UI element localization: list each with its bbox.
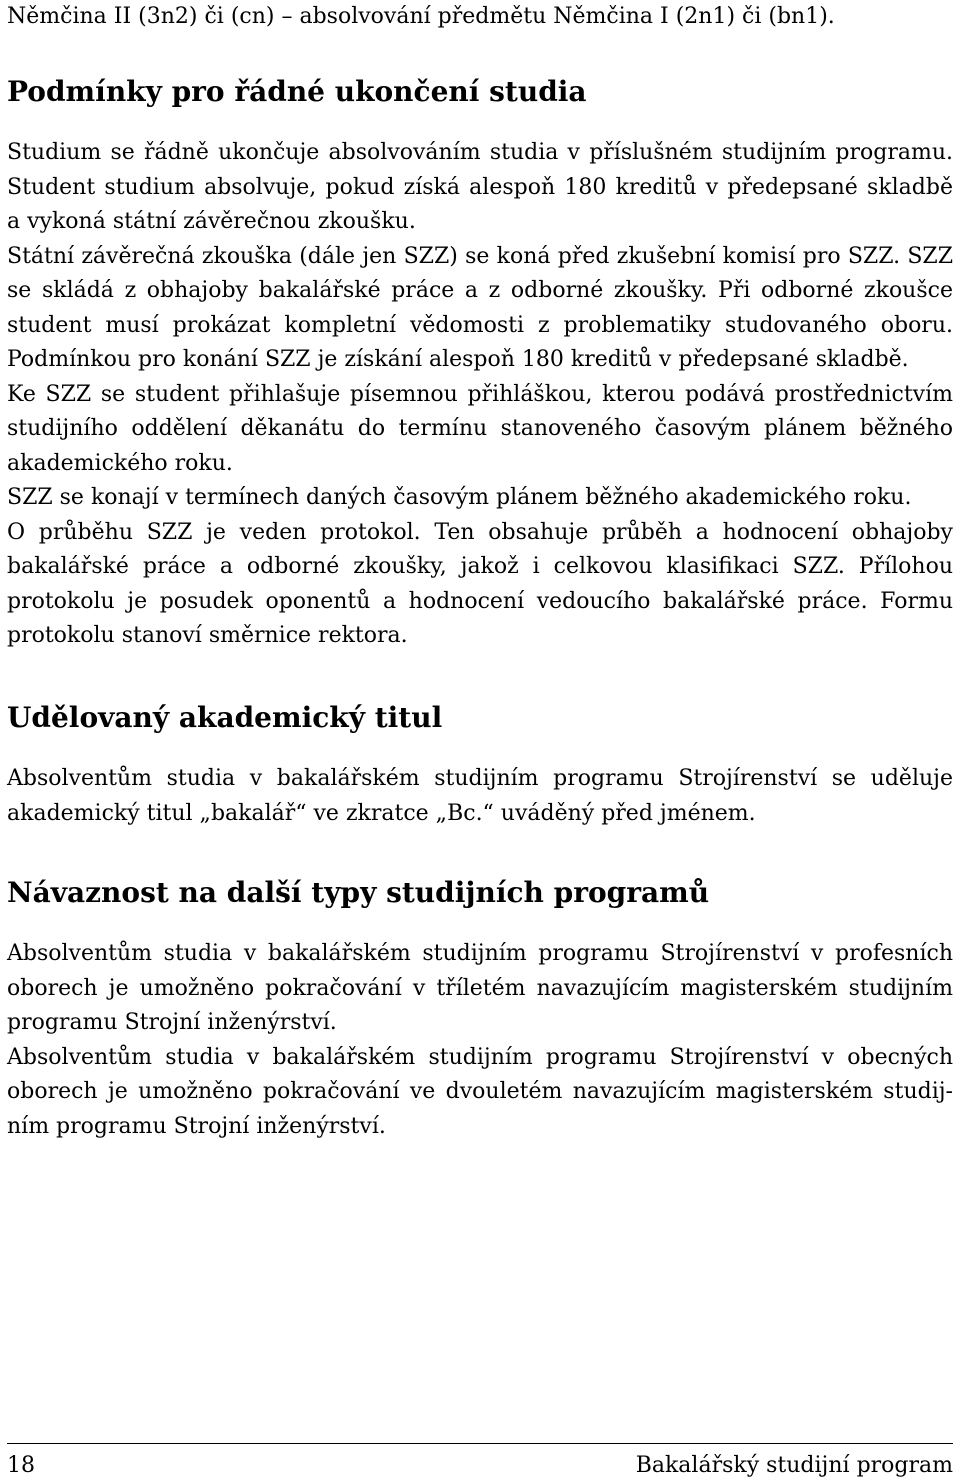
paragraph-line: protokolu stanoví směrnice rektora. [7, 623, 408, 648]
paragraph-line: programu Strojní inženýrství. [7, 1010, 337, 1035]
section-completion [7, 72, 953, 654]
section-body-continuation [7, 937, 953, 1144]
paragraph-line: oborech je umožněno pokračování v tříletém navazujícím magisterském studijním [7, 975, 953, 1001]
paragraph-line: Absolventům studia v bakalářském studijním programu Strojírenství v profesních [7, 941, 953, 966]
document-page [7, 0, 953, 1481]
paragraph-line: akademický titul „bakalář“ ve zkratce „Bc.“ uváděný před jménem. [7, 800, 756, 826]
paragraph-line: oborech je umožněno pokračování ve dvouletém navazujícím magisterském studij- [7, 1079, 953, 1104]
section-continuation [7, 873, 953, 1144]
paragraph-line: Státní závěrečná zkouška (dále jen SZZ) se koná před zkušební komisí pro SZZ. SZZ [7, 243, 953, 269]
paragraph-line: a vykoná státní závěrečnou zkoušku. [7, 209, 416, 234]
paragraph-line: Podmínkou pro konání SZZ je získání alespoň 180 kreditů v předepsané skladbě. [7, 347, 909, 372]
paragraph-line: protokolu je posudek oponentů a hodnocení vedoucího bakalářské práce. Formu [7, 588, 953, 614]
section-body-completion [7, 136, 953, 654]
continued-line [7, 0, 835, 35]
page-number: 18 [7, 1453, 35, 1478]
paragraph-line: student musí prokázat kompletní vědomosti z problematiky studovaného oboru. [7, 312, 953, 338]
paragraph-line: O průběhu SZZ je veden protokol. Ten obsahuje průběh a hodnocení obhajoby [7, 519, 953, 545]
paragraph-line: Absolventům studia v bakalářském studijním programu Strojírenství v obecných [7, 1044, 953, 1070]
footer-rule [7, 1443, 953, 1444]
section-heading-degree: Udělovaný akademický titul [7, 701, 443, 734]
paragraph-line: SZZ se konají v termínech daných časovým plánem běžného akademického roku. [7, 485, 912, 510]
paragraph-line: akademického roku. [7, 450, 233, 476]
continued-line-left: Němčina II (3n2) či (cn) [7, 4, 275, 29]
paragraph-line: se skládá z obhajoby bakalářské práce a z odborné zkoušky. Při odborné zkoušce [7, 278, 953, 303]
section-heading-continuation: Návaznost na další typy studijních programů [7, 876, 710, 909]
section-body-degree [7, 762, 953, 831]
section-degree [7, 698, 953, 831]
paragraph-line: studijního oddělení děkanátu do termínu stanoveného časovým plánem běžného [7, 416, 953, 441]
continued-line-right: – absolvování předmětu Němčina I (2n1) či (bn1). [281, 4, 835, 29]
paragraph-line: Studium se řádně ukončuje absolvováním studia v příslušném studijním programu. [7, 140, 953, 165]
paragraph-line: Ke SZZ se student přihlašuje písemnou přihláškou, kterou podává prostřednictvím [7, 381, 953, 407]
section-heading-completion: Podmínky pro řádné ukončení studia [7, 75, 587, 108]
paragraph-line: Student studium absolvuje, pokud získá alespoň 180 kreditů v předepsané skladbě [7, 174, 953, 200]
paragraph-line: Absolventům studia v bakalářském studijním programu Strojírenství se uděluje [7, 766, 953, 791]
running-footer-title: Bakalářský studijní program [635, 1453, 953, 1478]
paragraph-line: bakalářské práce a odborné zkoušky, jakož i celkovou klasifikaci SZZ. Přílohou [7, 554, 953, 579]
paragraph-line: ním programu Strojní inženýrství. [7, 1113, 386, 1139]
